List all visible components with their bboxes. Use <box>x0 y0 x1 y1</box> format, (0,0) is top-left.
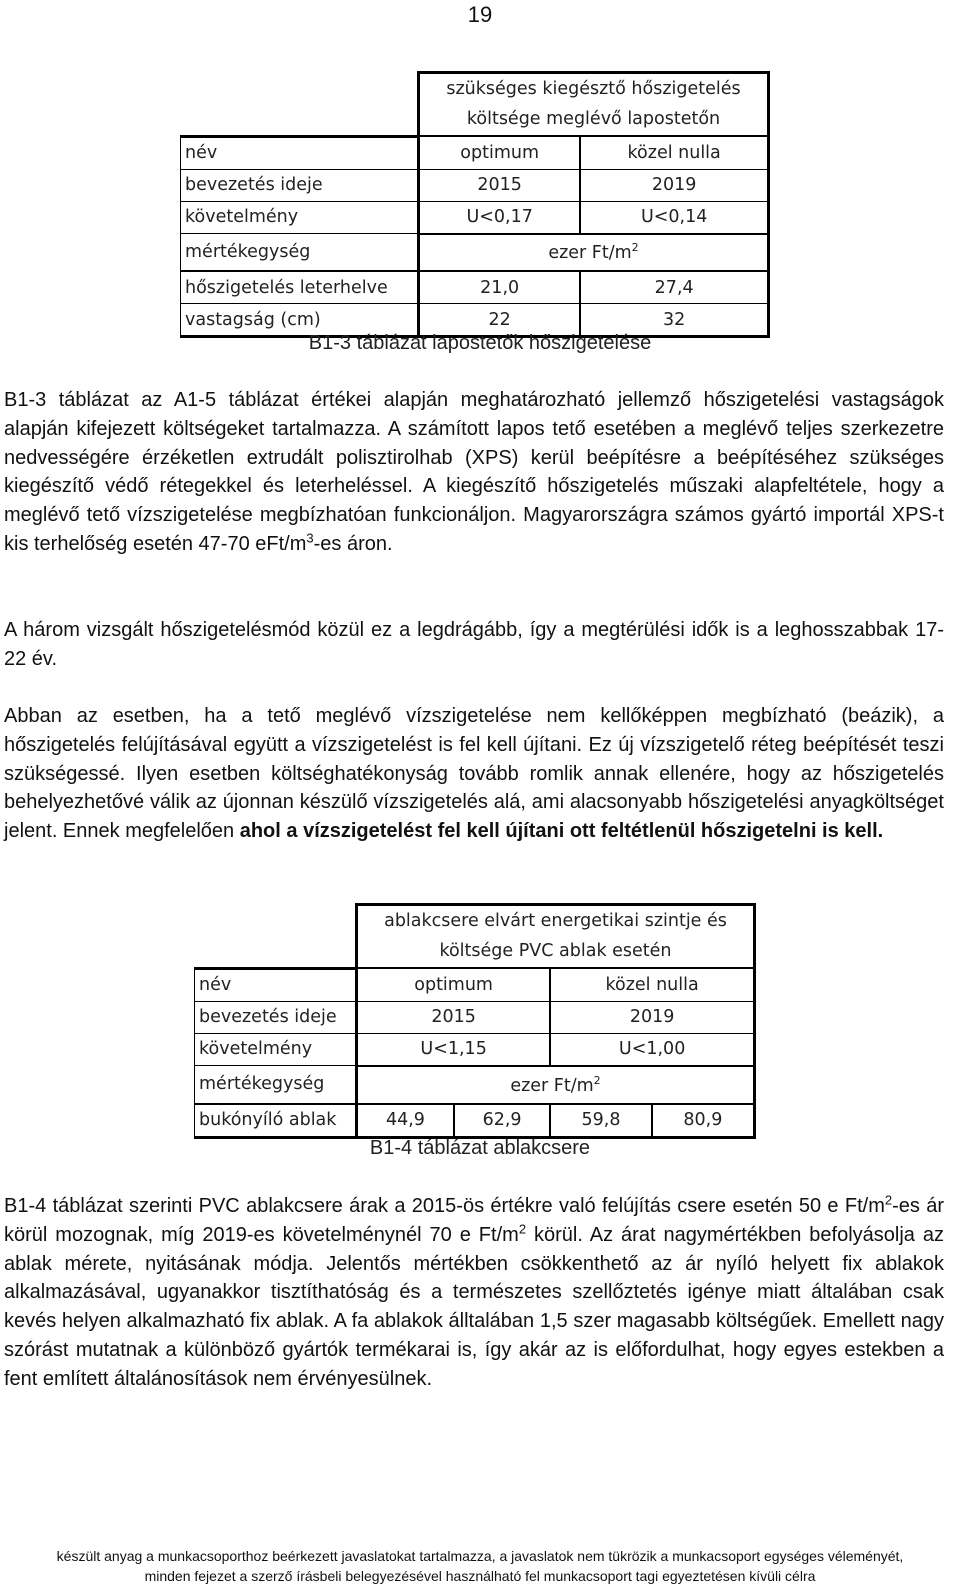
table1-cell: 2015 <box>419 169 581 201</box>
table2-cell: U<1,00 <box>550 1033 754 1066</box>
table2-cell: U<1,15 <box>357 1033 551 1066</box>
table2-cell: 59,8 <box>550 1104 652 1138</box>
table2-cell: 62,9 <box>454 1104 550 1138</box>
roof-insulation-table <box>180 71 770 338</box>
table1-cell: 32 <box>580 304 768 337</box>
paragraph-1: B1-3 táblázat az A1-5 táblázat értékei alapján meghatározható jellemző hőszigetelési vastagságok alapján kifejezett költségeket tartalmazza. A számított lapos tető esetében a meglévő teljes szerkezetre nedvességére érzéketlen extrudált polisztirolhab (XPS) kerül beépítésre a beépítéséhez szükséges kiegészítő védő rétegekkel és leterheléssel. A kiegészítő hőszigetelés műszaki alapfeltétele, hogy a meglévő tető vízszigetelése megbízhatóan funkcionáljon. Magyarországra számos gyártó importál XPS-t kis terhelőség esetén 47-70 eFt/$m^3-es$ áron. <box>4 389 944 555</box>
table1-row-label: követelmény <box>181 201 419 234</box>
table2-caption: B1-4 táblázat ablakcsere <box>369 1137 591 1159</box>
table1-caption: B1-3 táblázat lapostetők hőszigetelése <box>308 332 652 354</box>
table2-row-label: név <box>195 968 357 1001</box>
table1-cell: 22 <box>419 304 581 337</box>
table1-cell: közel nulla <box>580 136 768 169</box>
table1-cell: 2019 <box>580 169 768 201</box>
table1-unit-value: ezer $Ft/m^2$ <box>419 234 769 272</box>
table2-row-label: bukónyíló ablak <box>195 1104 357 1138</box>
table1-cell: 21,0 <box>419 271 581 304</box>
table2-cell: 2015 <box>357 1001 551 1033</box>
table1-cell: U<0,17 <box>419 201 581 234</box>
table1-cell: 27,4 <box>580 271 768 304</box>
table2-unit-value: ezer $Ft/m^2$ <box>357 1066 755 1104</box>
table1-header-line2: költsége meglévő lapostetőn <box>419 104 769 137</box>
table2-unit-label: mértékegység <box>195 1066 357 1104</box>
emphasis-text: ahol a vízszigetelést fel kell újítani ott feltétlenül hőszigetelni is kell. <box>239 820 884 843</box>
table2-header-line1: ablakcsere elvárt energetikai szintje és <box>357 905 755 936</box>
table2-row-label: bevezetés ideje <box>195 1001 357 1033</box>
table2-cell: 44,9 <box>357 1104 454 1138</box>
table2-cell: 80,9 <box>652 1104 755 1138</box>
table2-cell: közel nulla <box>550 968 754 1001</box>
table2-cell: 2019 <box>550 1001 754 1033</box>
window-replacement-table <box>194 903 756 1139</box>
paragraph-3: Abban az esetben, ha a tető meglévő vízszigetelése nem kellőképpen megbízható (beázik), a hőszigetelés felújításával együtt a vízszigetelést is fel kell újítani. Ez új vízszigetelő réteg beépítését teszi szükségessé. Ilyen esetben költséghatékonyság tovább romlik annak ellenére, hogy az hőszigetelés behelyezhetővé válik az újonnan készülő vízszigetelés alá, ami alacsonyabb hőszigetelési anyagköltséget jelent. Ennek megfelelően ahol a vízszigetelést fel kell újítani ott feltétlenül hőszigetelni is kell. <box>4 705 944 843</box>
table1-row-label: vastagság (cm) <box>181 304 419 337</box>
table1-header-line1: szükséges kiegésztő hőszigetelés <box>419 73 769 104</box>
table1-unit-label: mértékegység <box>181 234 419 272</box>
table1-row-label: név <box>181 136 419 169</box>
page-footer <box>0 1546 960 1586</box>
table1-cell: optimum <box>419 136 581 169</box>
footer-line-2: minden fejezet a szerző írásbeli belegyezésével használható fel munkacsoport tagi egyeztetésen kívüli célra <box>144 1568 816 1584</box>
footer-line-1: készült anyag a munkacsoporthoz beérkezett javaslatokat tartalmazza, a javaslatok nem tükrözik a munkacsoport egységes véleményét, <box>56 1548 904 1564</box>
table1-row-label: bevezetés ideje <box>181 169 419 201</box>
paragraph-2: A három vizsgált hőszigetelésmód közül ez a legdrágább, így a megtérülési idők is a leghosszabbak 17-22 év. <box>4 619 944 670</box>
page-number: 19 <box>467 2 493 27</box>
table1-row-label: hőszigetelés leterhelve <box>181 271 419 304</box>
table2-header-line2: költsége PVC ablak esetén <box>357 936 755 969</box>
table2-row-label: követelmény <box>195 1033 357 1066</box>
table1-cell: U<0,14 <box>580 201 768 234</box>
table2-cell: optimum <box>357 968 551 1001</box>
paragraph-4: B1-4 táblázat szerinti PVC ablakcsere árak a 2015-ös értékre való felújítás csere esetén 50 e $Ft/m^2-es$ ár körül mozognak, míg 2019-es követelménynél 70 e $Ft/m^2$ körül. Az árat nagymértékben befolyásolja az ablak mérete, nyitásának módja. Jelentős mértékben csökkenthető az ár nyíló helyett fix ablakok alkalmazásával, ugyanakkor tisztíthatóság és a természetes szellőztetés igénye miatt általában csak kevés helyen alkalmazható fix ablak. A fa ablakok álltalában 1,5 szer magasabb költségűek. Emellett nagy szórást mutatnak a különböző gyártók termékarai is, így akár az is előfordulhat, hogy egyes estekben a fent említett általánosítások nem érvényesülnek. <box>4 1192 944 1390</box>
